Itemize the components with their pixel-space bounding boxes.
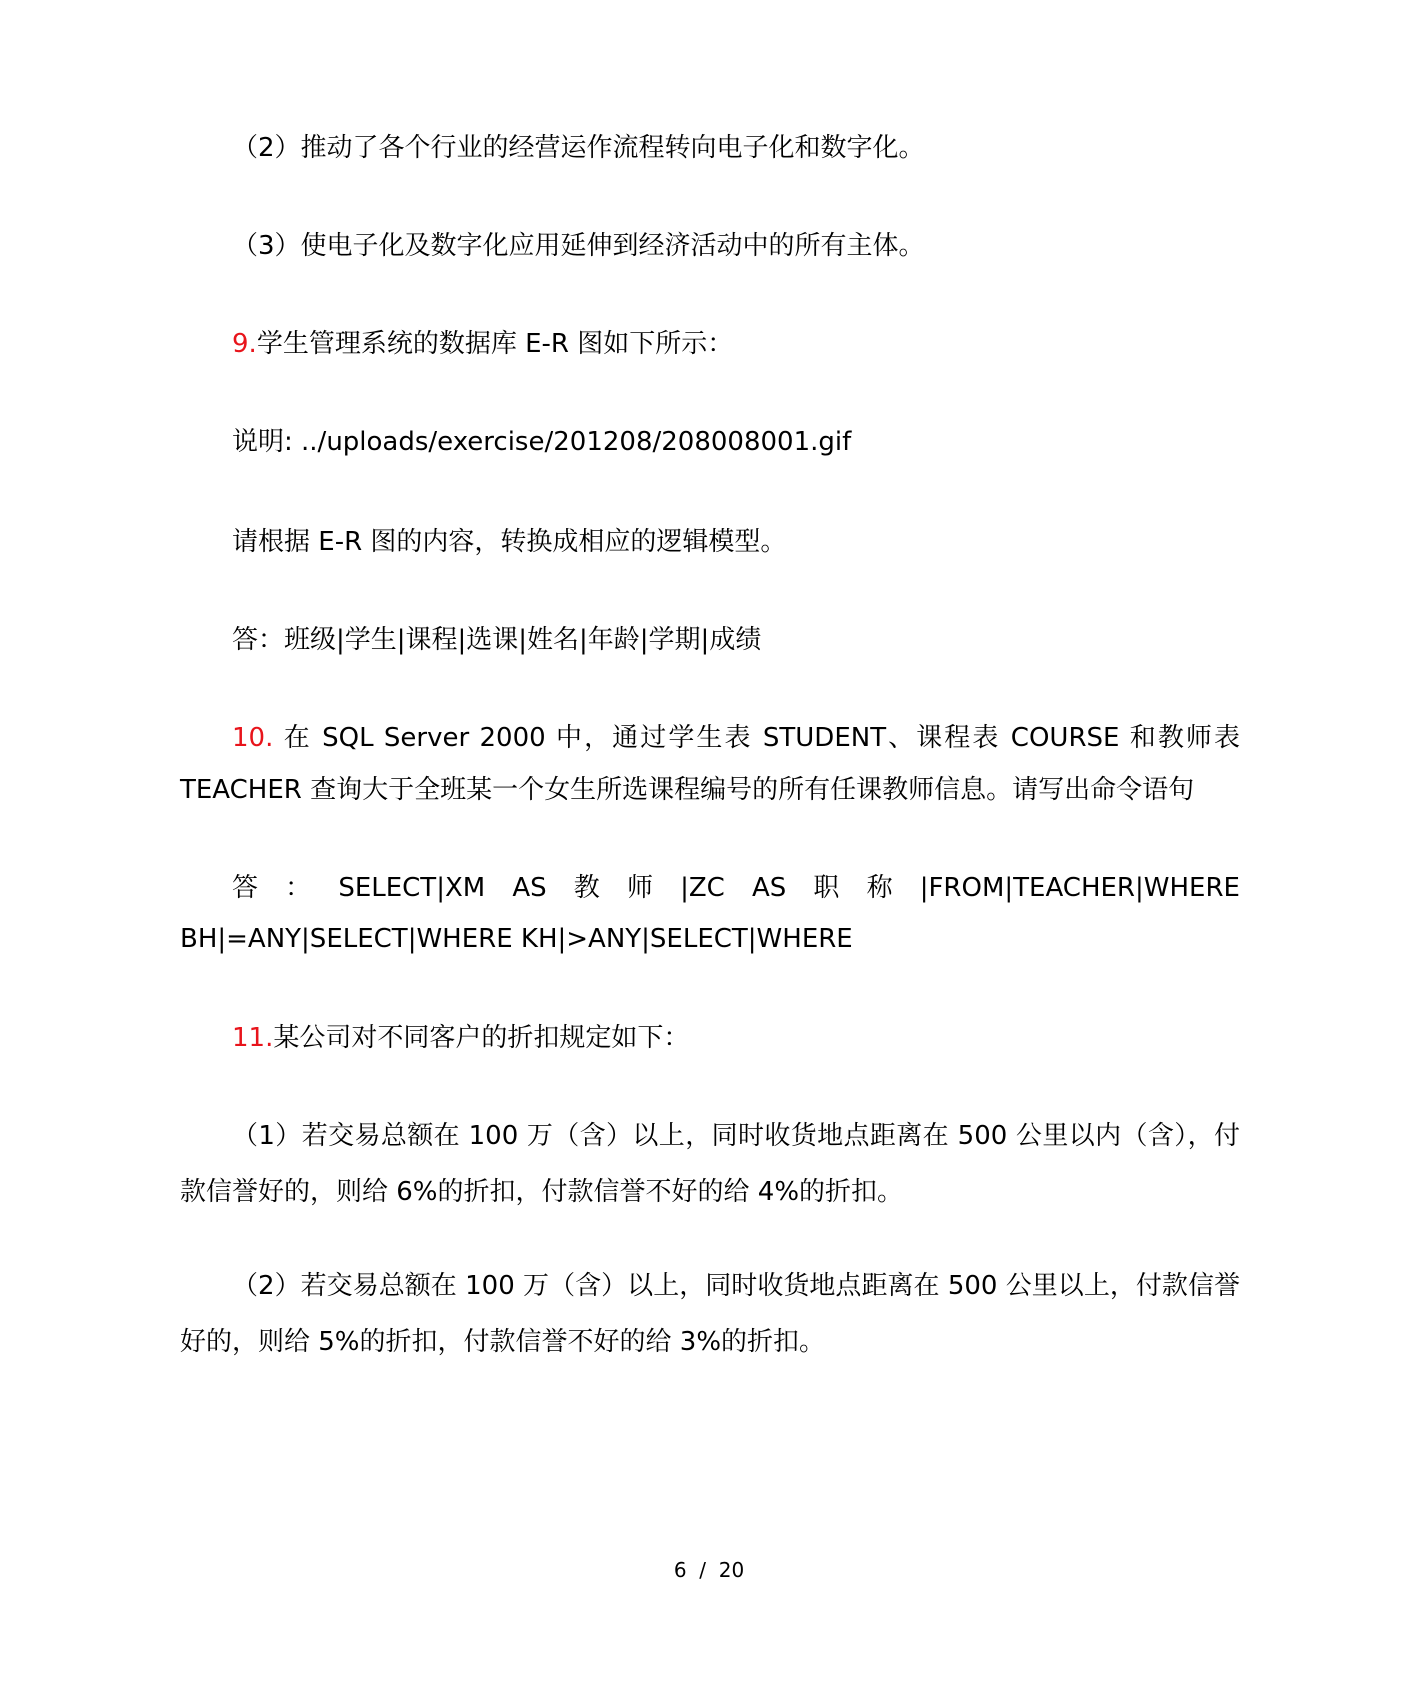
question-text: 学生管理系统的数据库 E-R 图如下所示： bbox=[256, 329, 734, 359]
answer-token: 教 bbox=[573, 873, 600, 903]
question-10-line-1 bbox=[180, 710, 1240, 766]
question-9-note bbox=[180, 414, 1240, 470]
paragraph-item-3 bbox=[180, 218, 1240, 274]
answer-token: ： bbox=[285, 873, 312, 903]
answer-token: |FROM|TEACHER|WHERE bbox=[919, 873, 1240, 903]
question-11-title bbox=[180, 1010, 1240, 1066]
question-11-clause-1 bbox=[180, 1108, 1240, 1220]
question-9-answer bbox=[180, 612, 1240, 668]
question-10-answer-line-2 bbox=[180, 911, 1240, 967]
answer-token: |ZC bbox=[680, 873, 725, 903]
question-10-line-2 bbox=[180, 762, 1240, 818]
answer-text: BH|=ANY|SELECT|WHERE KH|>ANY|SELECT|WHERE bbox=[180, 924, 853, 954]
question-text: 在 SQL Server 2000 中，通过学生表 STUDENT、课程表 COURSE 和教师表 bbox=[273, 723, 1240, 753]
answer-text: 答：班级|学生|课程|选课|姓名|年龄|学期|成绩 bbox=[232, 625, 762, 655]
question-11-clause-2 bbox=[180, 1258, 1240, 1370]
answer-token: 师 bbox=[626, 873, 653, 903]
answer-token: 称 bbox=[866, 873, 893, 903]
question-number: 10. bbox=[232, 723, 274, 753]
answer-token: AS bbox=[751, 873, 787, 903]
question-text: TEACHER 查询大于全班某一个女生所选课程编号的所有任课教师信息。请写出命令语句 bbox=[180, 775, 1195, 805]
page-number bbox=[0, 1558, 1418, 1582]
answer-token: 职 bbox=[813, 873, 840, 903]
question-9-title bbox=[180, 316, 1240, 372]
answer-token: SELECT|XM bbox=[338, 873, 486, 903]
note-text: 说明: ../uploads/exercise/201208/208008001.gif bbox=[232, 427, 852, 457]
question-10-answer-line-1 bbox=[180, 860, 1240, 916]
question-text: 某公司对不同客户的折扣规定如下： bbox=[273, 1023, 690, 1053]
page-number-text: 6 / 20 bbox=[673, 1558, 745, 1582]
answer-token: AS bbox=[512, 873, 547, 903]
paragraph-text: （3）使电子化及数字化应用延伸到经济活动中的所有主体。 bbox=[232, 231, 925, 261]
paragraph-text: （2）推动了各个行业的经营运作流程转向电子化和数字化。 bbox=[232, 133, 925, 163]
clause-text: （2）若交易总额在 100 万（含）以上，同时收货地点距离在 500 公里以上，付款信誉好的，则给 5%的折扣，付款信誉不好的给 3%的折扣。 bbox=[180, 1271, 1240, 1357]
question-number: 9. bbox=[232, 329, 257, 359]
clause-text: （1）若交易总额在 100 万（含）以上，同时收货地点距离在 500 公里以内（含），付款信誉好的，则给 6%的折扣，付款信誉不好的给 4%的折扣。 bbox=[180, 1121, 1240, 1207]
question-number: 11. bbox=[232, 1023, 274, 1053]
ask-text: 请根据 E-R 图的内容，转换成相应的逻辑模型。 bbox=[232, 527, 787, 557]
paragraph-item-2 bbox=[180, 120, 1240, 176]
question-9-ask bbox=[180, 514, 1240, 570]
answer-token: 答 bbox=[232, 873, 259, 903]
